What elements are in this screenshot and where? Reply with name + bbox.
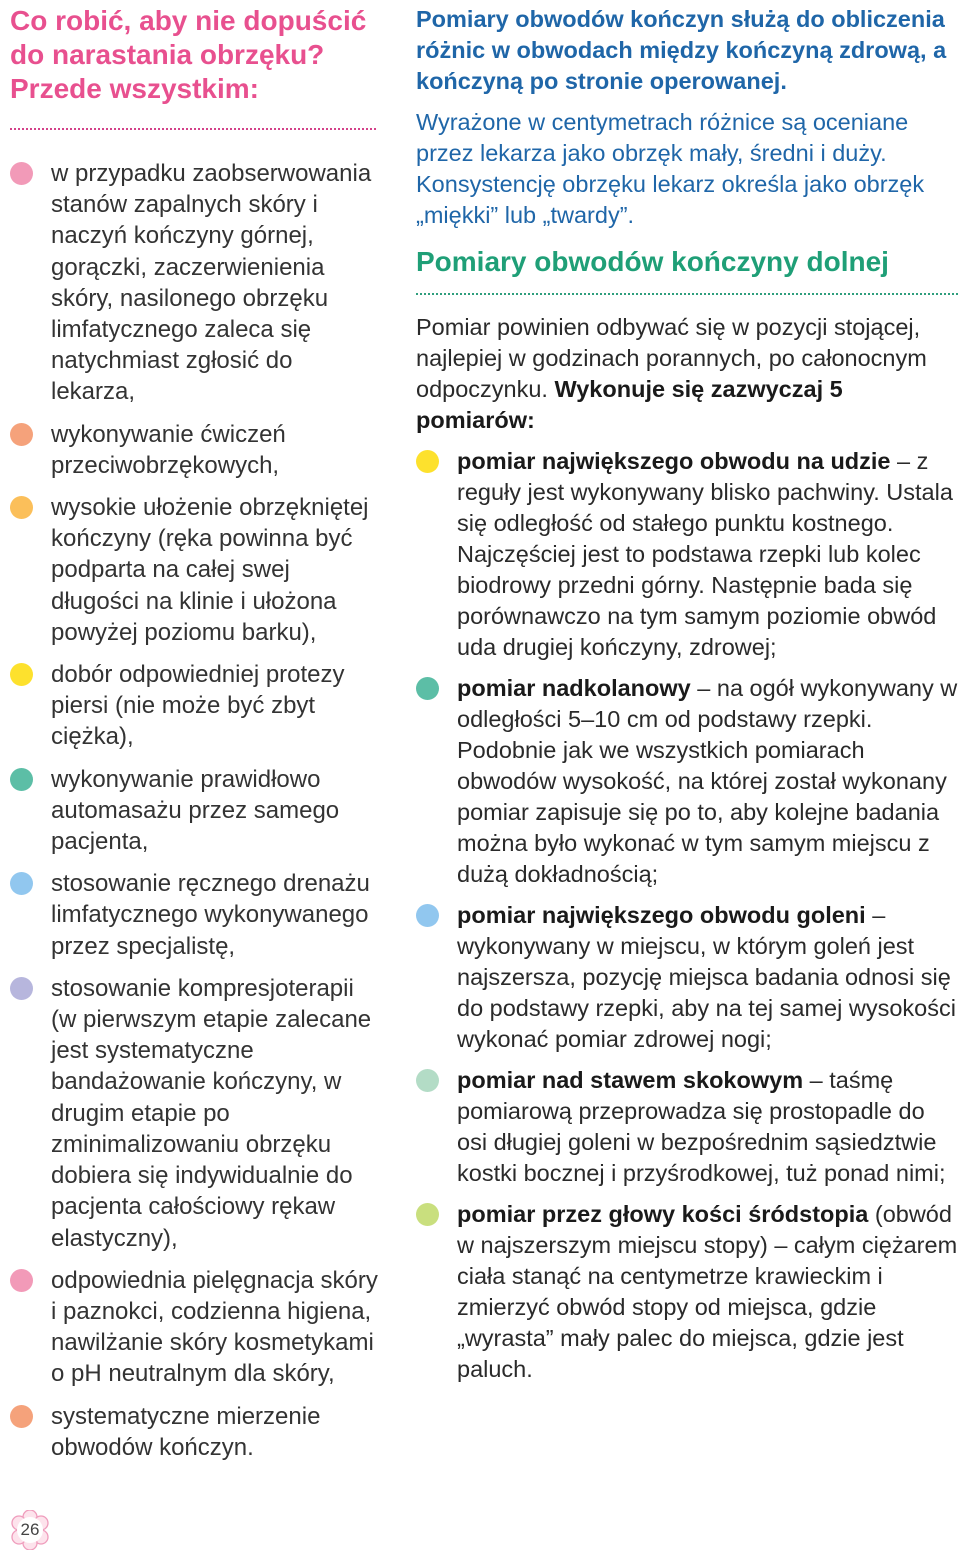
bullet-dot-icon <box>416 450 439 473</box>
list-item <box>10 973 382 1254</box>
list-item <box>10 158 382 408</box>
list-item-text: stosowanie ręcznego drenażu limfatycznego wykonywanego przez specjalistę, <box>51 870 370 960</box>
list-item <box>10 659 382 753</box>
bullet-dot-icon <box>10 1269 33 1292</box>
list-item <box>416 1199 960 1385</box>
list-item-text: systematyczne mierzenie obwodów kończyn. <box>51 1402 321 1461</box>
list-item-text: w przypadku zaobserwowania stanów zapalnych skóry i naczyń kończyny górnej, gorączki, zaczerwienienia skóry, nasilonego obrzęku limfatycznego zaleca się natychmiast zgłosić do lekarza, <box>51 160 372 406</box>
list-item-title: pomiar największego obwodu goleni <box>457 902 866 928</box>
left-column <box>10 0 382 1474</box>
dotted-divider <box>416 293 958 295</box>
list-item <box>416 900 960 1055</box>
paragraph-bold-text: Wykonuje się zazwyczaj 5 pomiarów: <box>416 376 843 433</box>
list-item-text: odpowiednia pielęgnacja skóry i paznokci, codzienna higiena, nawilżanie skóry kosmetykami o pH neutralnym dla skóry, <box>51 1266 378 1388</box>
list-item <box>10 764 382 858</box>
bullet-dot-icon <box>10 162 33 185</box>
bullet-dot-icon <box>10 496 33 519</box>
section-paragraph <box>416 312 960 436</box>
list-item-text: wykonywanie prawidłowo automasażu przez samego pacjenta, <box>51 765 340 856</box>
recommendations-list <box>10 158 382 1463</box>
bullet-dot-icon <box>10 768 33 791</box>
bullet-dot-icon <box>10 1405 33 1428</box>
list-item-text: stosowanie kompresjoterapii (w pierwszym etapie zalecane jest systematyczne bandażowanie kończyny, w drugim etapie po zminimalizowaniu obrzęku dobiera się indywidualnie do pacjenta całościowy rękaw elastyczny), <box>51 974 372 1252</box>
list-item <box>416 1065 960 1189</box>
list-item-text: – taśmę pomiarową przeprowadza się prostopadle do osi długiej goleni w bezpośrednim sąsiedztwie kostki bocznej i przyśrodkowej, tuż ponad nimi; <box>457 1067 946 1186</box>
list-item <box>416 673 960 890</box>
intro-bold-text: Pomiary obwodów kończyn służą do obliczenia różnic w obwodach między kończyną zdrową, a kończyną po stronie operowanej. <box>416 6 947 94</box>
list-item <box>10 419 382 481</box>
list-item-text: – na ogół wykonywany w odległości 5–10 cm od podstawy rzepki. Podobnie jak we wszystkich pomiarach obwodów wysokość, na której został wykonany pomiar zapisuje się po to, aby kolejne badania można było wykonać w tym samym miejscu z dużą dokładnością; <box>457 675 958 887</box>
list-item <box>416 446 960 663</box>
paragraph-text: Pomiar powinien odbywać się w pozycji stojącej, najlepiej w godzinach porannych, po całonocnym odpoczynku. <box>416 314 927 402</box>
bullet-dot-icon <box>416 1069 439 1092</box>
list-item-text: wysokie ułożenie obrzękniętej kończyny (ręka powinna być podparta na całej swej długości na klinie i ułożona powyżej poziomu barku), <box>51 494 369 646</box>
list-item-title: pomiar przez głowy kości śródstopia <box>457 1201 869 1227</box>
bullet-dot-icon <box>10 872 33 895</box>
bullet-dot-icon <box>10 977 33 1000</box>
bullet-dot-icon <box>10 663 33 686</box>
page-number-badge <box>10 1510 50 1550</box>
bullet-dot-icon <box>416 904 439 927</box>
list-item-title: pomiar nad stawem skokowym <box>457 1067 804 1093</box>
list-item-text: wykonywanie ćwiczeń przeciwobrzękowych, <box>51 420 286 479</box>
list-item-text: dobór odpowiedniej protezy piersi (nie może być zbyt ciężka), <box>51 661 345 751</box>
measurements-list <box>416 446 960 1385</box>
left-heading: Co robić, aby nie dopuścić do narastania obrzęku? Przede wszystkim: <box>10 5 367 104</box>
list-item-title: pomiar nadkolanowy <box>457 675 691 701</box>
right-column <box>416 0 960 1395</box>
dotted-divider <box>10 128 376 130</box>
bullet-dot-icon <box>10 423 33 446</box>
list-item-text: – wykonywany w miejscu, w którym goleń jest najszersza, pozycję miejsca badania odnosi się do podstawy rzepki, aby na tej samej wysokości wykonać pomiar zdrowej nogi; <box>457 902 956 1052</box>
list-item-title: pomiar największego obwodu na udzie <box>457 448 891 474</box>
list-item-text: – z reguły jest wykonywany blisko pachwiny. Ustala się odległość od stałego punktu kostnego. Najczęściej jest to podstawa rzepki lub kolec biodrowy przedni górny. Następnie bada się porównawczo na tym samym poziomie obwód uda drugiej kończyny, zdrowej; <box>457 448 953 660</box>
section-heading: Pomiary obwodów kończyny dolnej <box>416 246 889 277</box>
list-item <box>10 492 382 648</box>
bullet-dot-icon <box>416 677 439 700</box>
list-item <box>10 1265 382 1390</box>
page-number: 26 <box>20 1520 40 1539</box>
list-item <box>10 1401 382 1463</box>
list-item <box>10 868 382 962</box>
bullet-dot-icon <box>416 1203 439 1226</box>
list-item-text: (obwód w najszerszym miejscu stopy) – całym ciężarem ciała stanąć na centymetrze krawieckim i zmierzyć obwód stopy od miejsca, gdzie „wyrasta” mały palec do miejsca, gdzie jest paluch. <box>457 1201 958 1382</box>
intro-text: Wyrażone w centymetrach różnice są oceniane przez lekarza jako obrzęk mały, średni i duży. Konsystencję obrzęku lekarz określa jako obrzęk „miękki” lub „twardy”. <box>416 109 925 228</box>
